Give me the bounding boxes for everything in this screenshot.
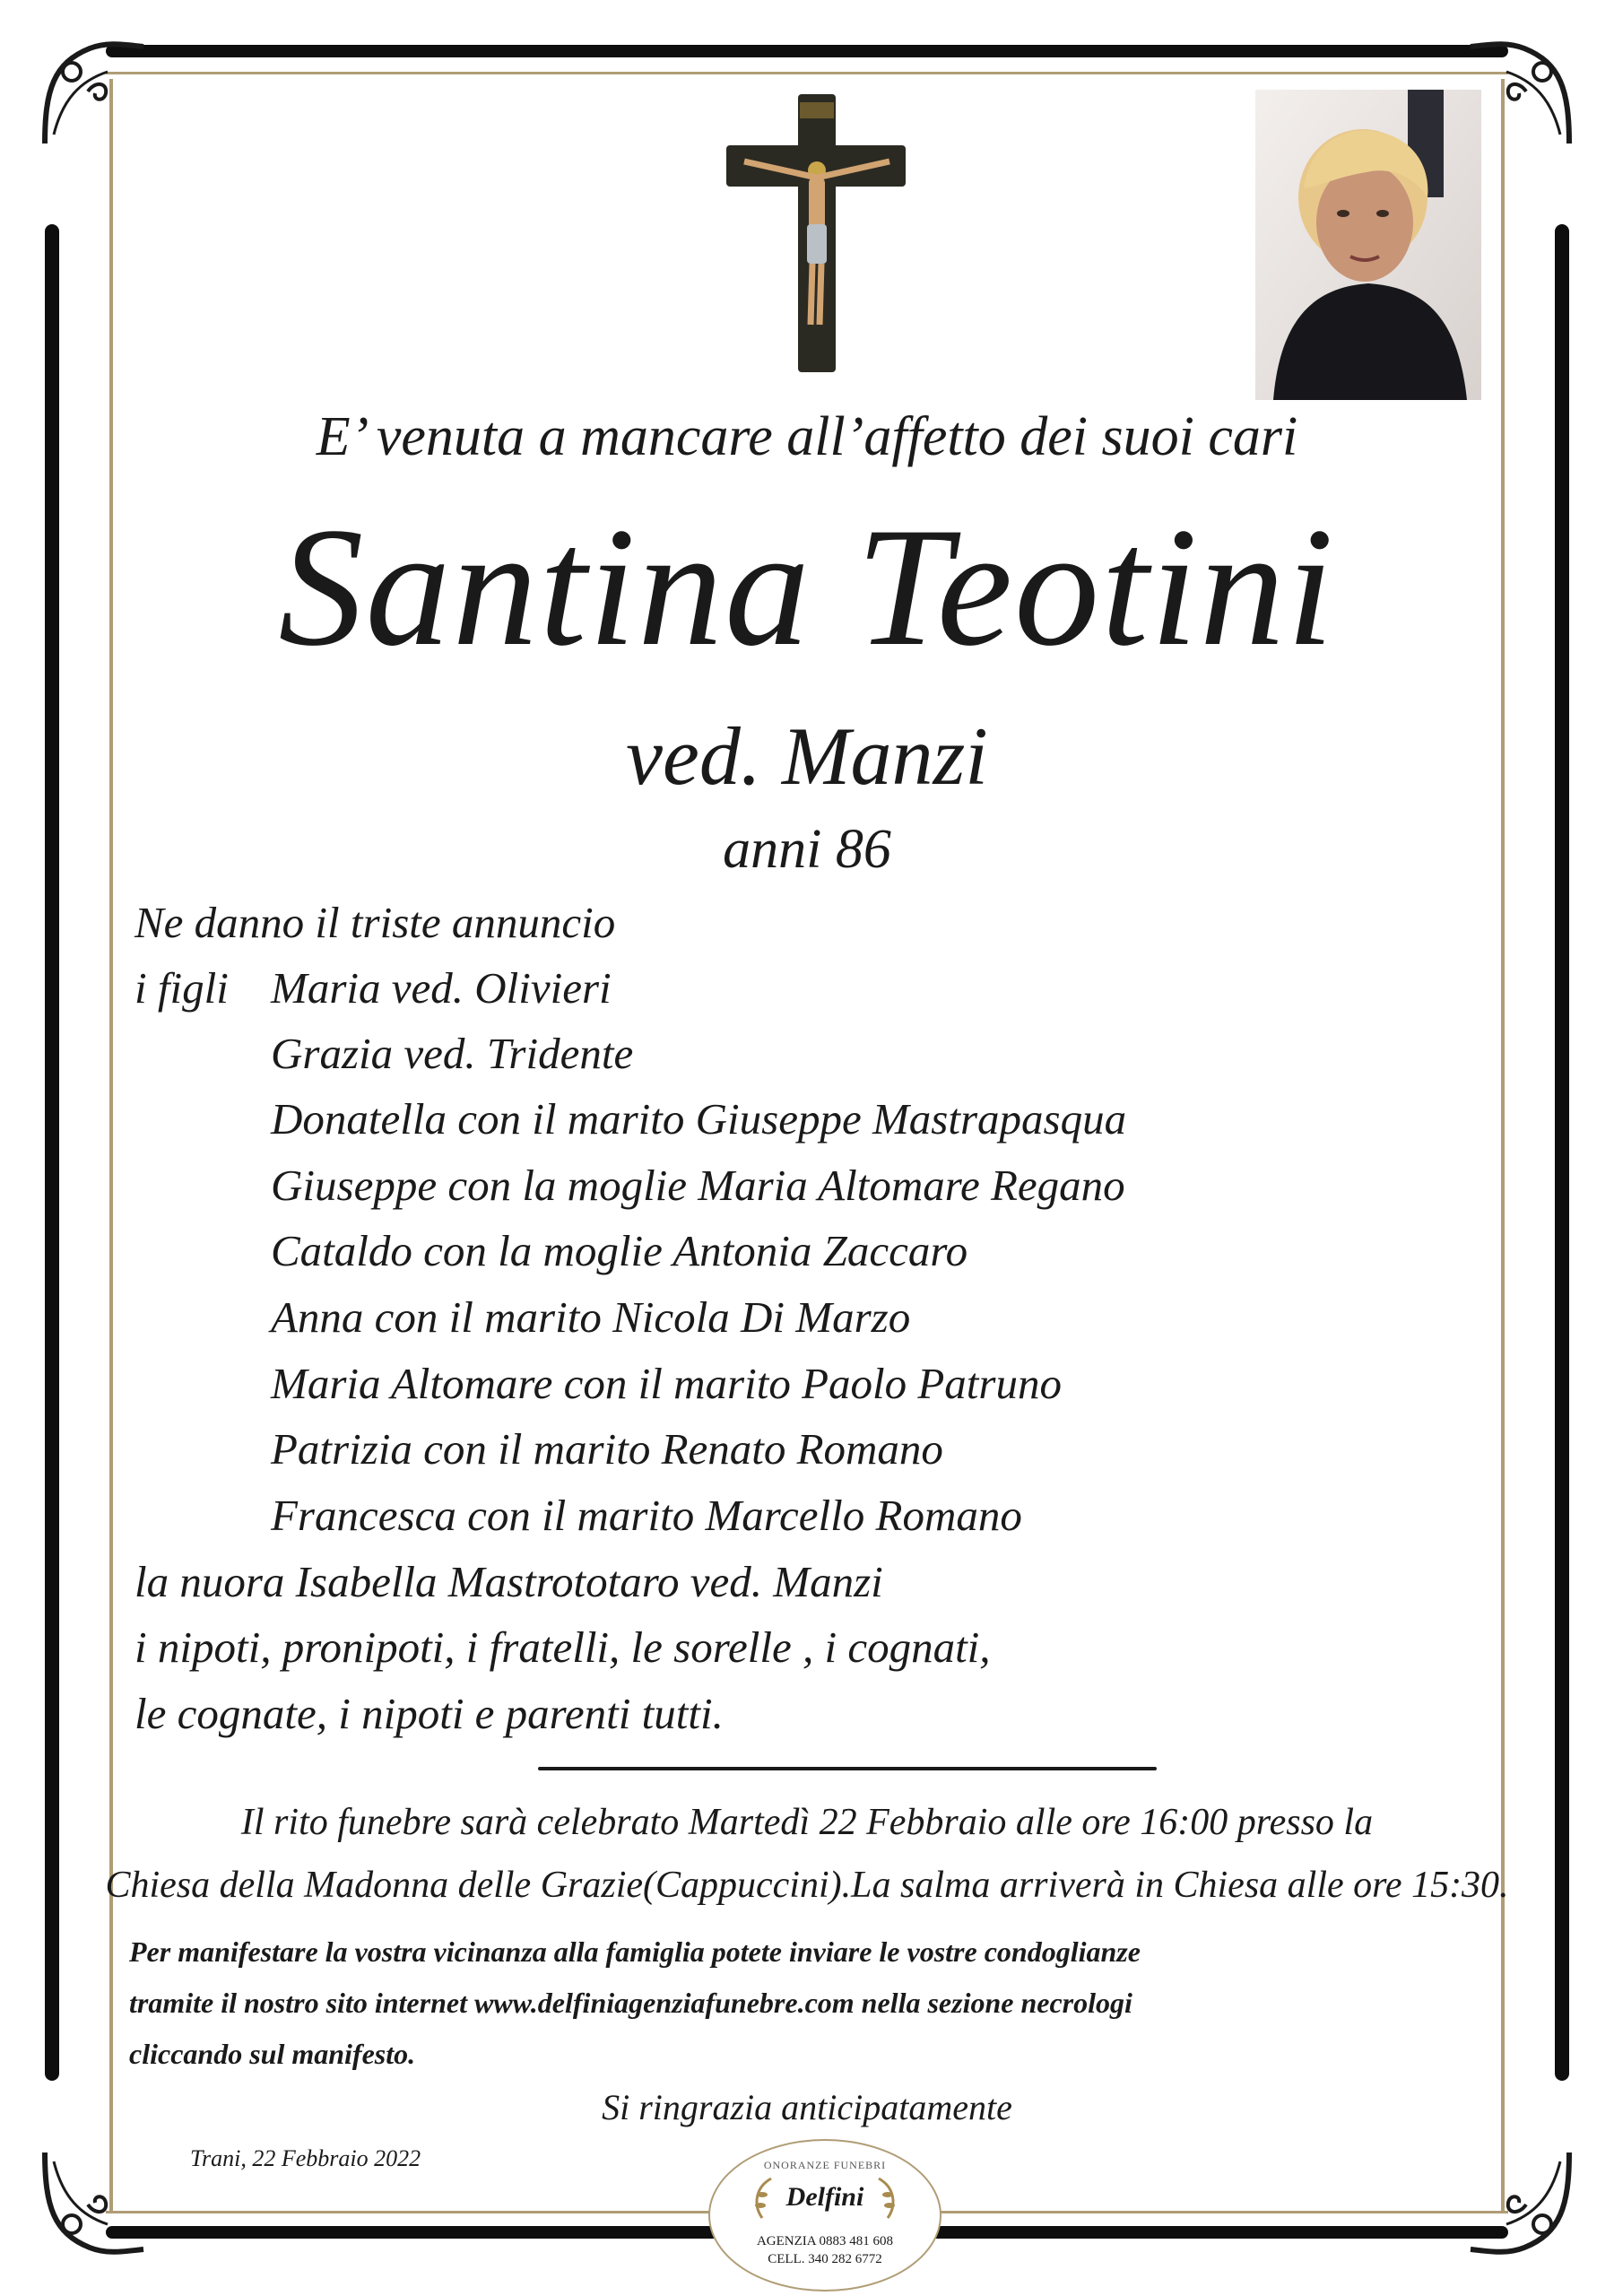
child-line: Giuseppe con la moglie Maria Altomare Regano	[271, 1161, 1125, 1210]
portrait-photo	[1255, 90, 1481, 400]
condolences-line: cliccando sul manifesto.	[129, 2038, 416, 2070]
condolences-line: tramite il nostro sito internet www.delfiniagenziafunebre.com nella sezione necrologi	[129, 1987, 1132, 2019]
funeral-line: Chiesa della Madonna delle Grazie(Cappuccini).La salma arriverà in Chiesa alle ore 15:30.	[105, 1865, 1509, 1906]
agency-mobile: CELL. 340 282 6772	[768, 2252, 882, 2266]
age: anni 86	[723, 819, 891, 880]
top-border-bar	[106, 45, 1508, 57]
child-line: Francesca con il marito Marcello Romano	[271, 1491, 1022, 1540]
agency-phone: AGENZIA 0883 481 608	[756, 2234, 894, 2248]
widow-of: ved. Manzi	[626, 710, 988, 802]
agency-tagline: ONORANZE FUNEBRI	[763, 2159, 887, 2171]
place-date: Trani, 22 Febbraio 2022	[190, 2145, 421, 2171]
agency-name: Delfini	[785, 2182, 864, 2212]
child-line: Maria ved. Olivieri	[271, 963, 612, 1013]
relatives-line: le cognate, i nipoti e parenti tutti.	[134, 1689, 724, 1738]
relatives-line: i nipoti, pronipoti, i fratelli, le sorelle , i cognati,	[134, 1622, 991, 1672]
child-line: Cataldo con la moglie Antonia Zaccaro	[271, 1226, 968, 1275]
announcement: Ne danno il triste annuncio	[134, 898, 616, 947]
child-line: Patrizia con il marito Renato Romano	[271, 1424, 943, 1474]
child-line: Maria Altomare con il marito Paolo Patruno	[271, 1359, 1062, 1408]
corner-ornament-icon	[36, 36, 152, 152]
children-label: i figli	[134, 963, 229, 1013]
crucifix-icon	[717, 90, 915, 377]
condolences-line: Per manifestare la vostra vicinanza alla famiglia potete inviare le vostre condoglianze	[129, 1935, 1141, 1968]
funeral-line: Il rito funebre sarà celebrato Martedì 22 Febbraio alle ore 16:00 presso la	[240, 1802, 1374, 1843]
child-line: Donatella con il marito Giuseppe Mastrapasqua	[271, 1094, 1127, 1144]
intro-text: E’ venuta a mancare all’affetto dei suoi cari	[316, 406, 1298, 467]
thanks: Si ringrazia anticipatamente	[602, 2087, 1012, 2127]
top-gold-line	[106, 72, 1508, 74]
child-line: Grazia ved. Tridente	[271, 1029, 634, 1078]
corner-ornament-icon	[36, 2144, 152, 2260]
agency-logo	[708, 2139, 941, 2292]
deceased-name: Santina Teotini	[278, 493, 1336, 682]
child-line: Anna con il marito Nicola Di Marzo	[271, 1292, 911, 1342]
corner-ornament-icon	[1462, 2144, 1578, 2260]
relatives-line: la nuora Isabella Mastrototaro ved. Manzi	[134, 1557, 883, 1606]
divider	[538, 1767, 1157, 1770]
